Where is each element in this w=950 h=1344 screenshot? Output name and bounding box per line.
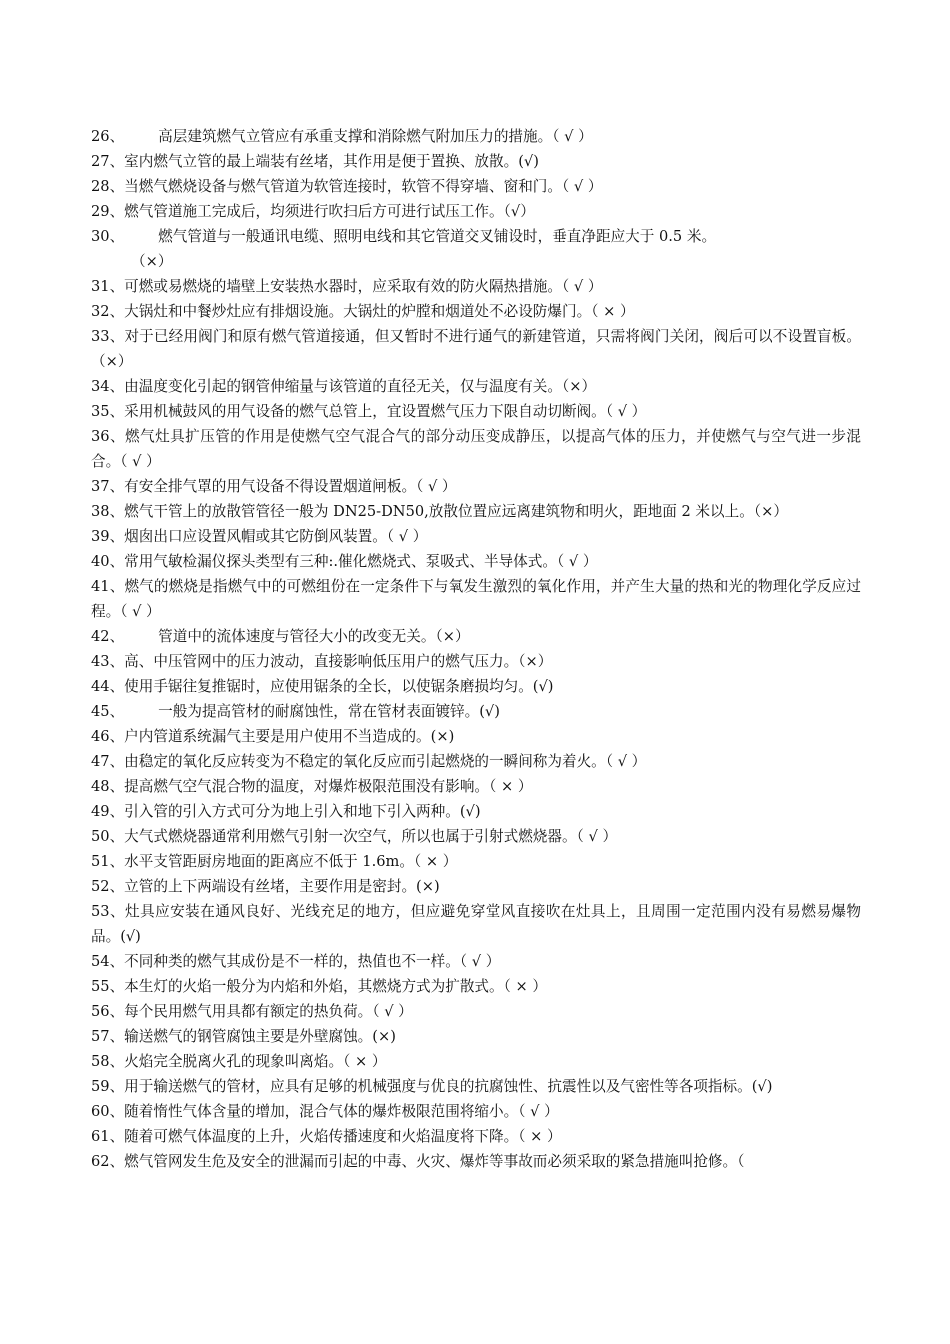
question-text: 管道中的流体速度与管径大小的改变无关。（×） <box>158 628 470 645</box>
question-number: 42、 <box>91 628 125 645</box>
question-number: 35、 <box>91 403 125 420</box>
question-text: 燃气的燃烧是指燃气中的可燃组份在一定条件下与氧发生激烈的氧化作用，并产生大量的热和光的物理化学反应过程。（ √ ） <box>91 578 861 620</box>
question-number: 51、 <box>91 853 125 870</box>
question-number: 30、 <box>91 228 125 245</box>
question-text: 燃气管网发生危及安全的泄漏而引起的中毒、火灾、爆炸等事故而必须采取的紧急措施叫抢修。（ <box>124 1153 745 1170</box>
question-text: 有安全排气罩的用气设备不得设置烟道闸板。（ √ ） <box>124 478 457 495</box>
question-item-30 <box>91 224 861 249</box>
question-text: 户内管道系统漏气主要是用户使用不当造成的。(×) <box>124 728 455 745</box>
question-number: 54、 <box>91 953 125 970</box>
question-item-53 <box>91 899 861 949</box>
question-answer-continuation: （×） <box>131 253 173 270</box>
question-item-54 <box>91 949 861 974</box>
question-number: 53、 <box>91 903 126 920</box>
question-item-41 <box>91 574 861 624</box>
question-item-28 <box>91 174 861 199</box>
question-item-29 <box>91 199 861 224</box>
question-text: 高层建筑燃气立管应有承重支撑和消除燃气附加压力的措施。（ √ ） <box>158 128 593 145</box>
question-number: 44、 <box>91 678 125 695</box>
question-text: 大锅灶和中餐炒灶应有排烟设施。大锅灶的炉膛和烟道处不必设防爆门。（ × ） <box>124 303 635 320</box>
question-item-43 <box>91 649 861 674</box>
question-item-34 <box>91 374 861 399</box>
question-text: 随着惰性气体含量的增加，混合气体的爆炸极限范围将缩小。（ √ ） <box>124 1103 559 1120</box>
question-text: 随着可燃气体温度的上升，火焰传播速度和火焰温度将下降。（ × ） <box>124 1128 562 1145</box>
question-item-55 <box>91 974 861 999</box>
question-text: 火焰完全脱离火孔的现象叫离焰。（ × ） <box>124 1053 387 1070</box>
question-number: 45、 <box>91 703 125 720</box>
question-text: 可燃或易燃烧的墙壁上安装热水器时，应采取有效的防火隔热措施。（ √ ） <box>124 278 603 295</box>
question-item-47 <box>91 749 861 774</box>
question-text: 当燃气燃烧设备与燃气管道为软管连接时，软管不得穿墙、窗和门。（ √ ） <box>124 178 603 195</box>
question-number: 41、 <box>91 578 125 595</box>
question-number: 52、 <box>91 878 125 895</box>
question-text: 燃气干管上的放散管管径一般为 DN25-DN50,放散位置应远离建筑物和明火，距地面 2 米以上。（×） <box>124 503 788 520</box>
question-text: 燃气管道施工完成后，均须进行吹扫后方可进行试压工作。（√） <box>124 203 535 220</box>
question-item-45 <box>91 699 861 724</box>
question-number: 49、 <box>91 803 125 820</box>
question-number: 38、 <box>91 503 125 520</box>
question-text: 由稳定的氧化反应转变为不稳定的氧化反应而引起燃烧的一瞬间称为着火。（ √ ） <box>124 753 647 770</box>
question-item-46 <box>91 724 861 749</box>
question-item-42 <box>91 624 861 649</box>
question-number: 59、 <box>91 1078 125 1095</box>
question-number: 27、 <box>91 153 125 170</box>
question-number: 57、 <box>91 1028 125 1045</box>
question-number: 33、 <box>91 328 125 345</box>
question-number: 47、 <box>91 753 125 770</box>
question-text: 大气式燃烧器通常利用燃气引射一次空气，所以也属于引射式燃烧器。（ √ ） <box>124 828 618 845</box>
question-item-62 <box>91 1149 861 1174</box>
question-item-59 <box>91 1074 861 1099</box>
question-text: 一般为提高管材的耐腐蚀性，常在管材表面镀锌。(√) <box>158 703 500 720</box>
question-number: 31、 <box>91 278 125 295</box>
question-text: 对于已经用阀门和原有燃气管道接通，但又暂时不进行通气的新建管道，只需将阀门关闭，阀后可以不设置盲板。（×） <box>91 328 861 370</box>
question-number: 43、 <box>91 653 125 670</box>
question-text: 输送燃气的钢管腐蚀主要是外壁腐蚀。(×) <box>124 1028 396 1045</box>
question-item-52 <box>91 874 861 899</box>
question-text: 高、中压管网中的压力波动，直接影响低压用户的燃气压力。（×） <box>124 653 553 670</box>
question-item-27 <box>91 149 861 174</box>
question-text: 由温度变化引起的钢管伸缩量与该管道的直径无关，仅与温度有关。（×） <box>124 378 597 395</box>
question-text: 采用机械鼓风的用气设备的燃气总管上，宜设置燃气压力下限自动切断阀。（ √ ） <box>124 403 647 420</box>
question-item-60 <box>91 1099 861 1124</box>
question-number: 29、 <box>91 203 125 220</box>
question-text: 燃气灶具扩压管的作用是使燃气空气混合气的部分动压变成静压，以提高气体的压力，并使燃气与空气进一步混合。（ √ ） <box>91 428 861 470</box>
question-text: 本生灯的火焰一般分为内焰和外焰，其燃烧方式为扩散式。（ × ） <box>124 978 548 995</box>
question-number: 62、 <box>91 1153 125 1170</box>
question-item-61 <box>91 1124 861 1149</box>
question-text: 立管的上下两端设有丝堵，主要作用是密封。(×) <box>124 878 440 895</box>
question-item-56 <box>91 999 861 1024</box>
question-text: 引入管的引入方式可分为地上引入和地下引入两种。(√) <box>124 803 481 820</box>
question-text: 水平支管距厨房地面的距离应不低于 1.6m。（ × ） <box>124 853 458 870</box>
question-item-32 <box>91 299 861 324</box>
question-number: 34、 <box>91 378 125 395</box>
question-item-50 <box>91 824 861 849</box>
question-number: 50、 <box>91 828 125 845</box>
question-number: 39、 <box>91 528 125 545</box>
question-number: 37、 <box>91 478 125 495</box>
question-text: 用于输送燃气的管材，应具有足够的机械强度与优良的抗腐蚀性、抗震性以及气密性等各项指标。(√) <box>124 1078 773 1095</box>
question-text: 室内燃气立管的最上端装有丝堵，其作用是便于置换、放散。(√) <box>124 153 539 170</box>
question-item-31 <box>91 274 861 299</box>
question-number: 26、 <box>91 128 125 145</box>
question-item-44 <box>91 674 861 699</box>
question-item-40 <box>91 549 861 574</box>
question-text: 烟囱出口应设置风帽或其它防倒风装置。（ √ ） <box>124 528 428 545</box>
question-number: 56、 <box>91 1003 125 1020</box>
question-text: 提高燃气空气混合物的温度，对爆炸极限范围没有影响。（ × ） <box>124 778 533 795</box>
question-text: 灶具应安装在通风良好、光线充足的地方，但应避免穿堂风直接吹在灶具上，且周围一定范围内没有易燃易爆物品。(√) <box>91 903 861 945</box>
question-number: 40、 <box>91 553 125 570</box>
question-text: 不同种类的燃气其成份是不一样的，热值也不一样。（ √ ） <box>124 953 501 970</box>
question-number: 28、 <box>91 178 125 195</box>
question-number: 48、 <box>91 778 125 795</box>
question-text: 常用气敏检漏仪探头类型有三种:.催化燃烧式、泵吸式、半导体式。（ √ ） <box>124 553 598 570</box>
question-number: 61、 <box>91 1128 125 1145</box>
question-text: 使用手锯往复推锯时，应使用锯条的全长，以使锯条磨损均匀。(√) <box>124 678 554 695</box>
question-number: 60、 <box>91 1103 125 1120</box>
question-text: 燃气管道与一般通讯电缆、照明电线和其它管道交叉铺设时，垂直净距应大于 0.5 米。 <box>158 228 717 245</box>
question-item-36 <box>91 424 861 474</box>
question-item-35 <box>91 399 861 424</box>
question-item-39 <box>91 524 861 549</box>
question-item-48 <box>91 774 861 799</box>
question-item-38 <box>91 499 861 524</box>
question-item-37 <box>91 474 861 499</box>
question-item-26 <box>91 124 861 149</box>
question-item-57 <box>91 1024 861 1049</box>
question-number: 55、 <box>91 978 125 995</box>
question-number: 36、 <box>91 428 126 445</box>
question-item-49 <box>91 799 861 824</box>
question-number: 46、 <box>91 728 125 745</box>
question-number: 58、 <box>91 1053 125 1070</box>
question-number: 32、 <box>91 303 125 320</box>
question-item-58 <box>91 1049 861 1074</box>
question-item-51 <box>91 849 861 874</box>
question-text: 每个民用燃气用具都有额定的热负荷。（ √ ） <box>124 1003 413 1020</box>
question-item-33 <box>91 324 861 374</box>
question-list <box>91 124 861 1174</box>
